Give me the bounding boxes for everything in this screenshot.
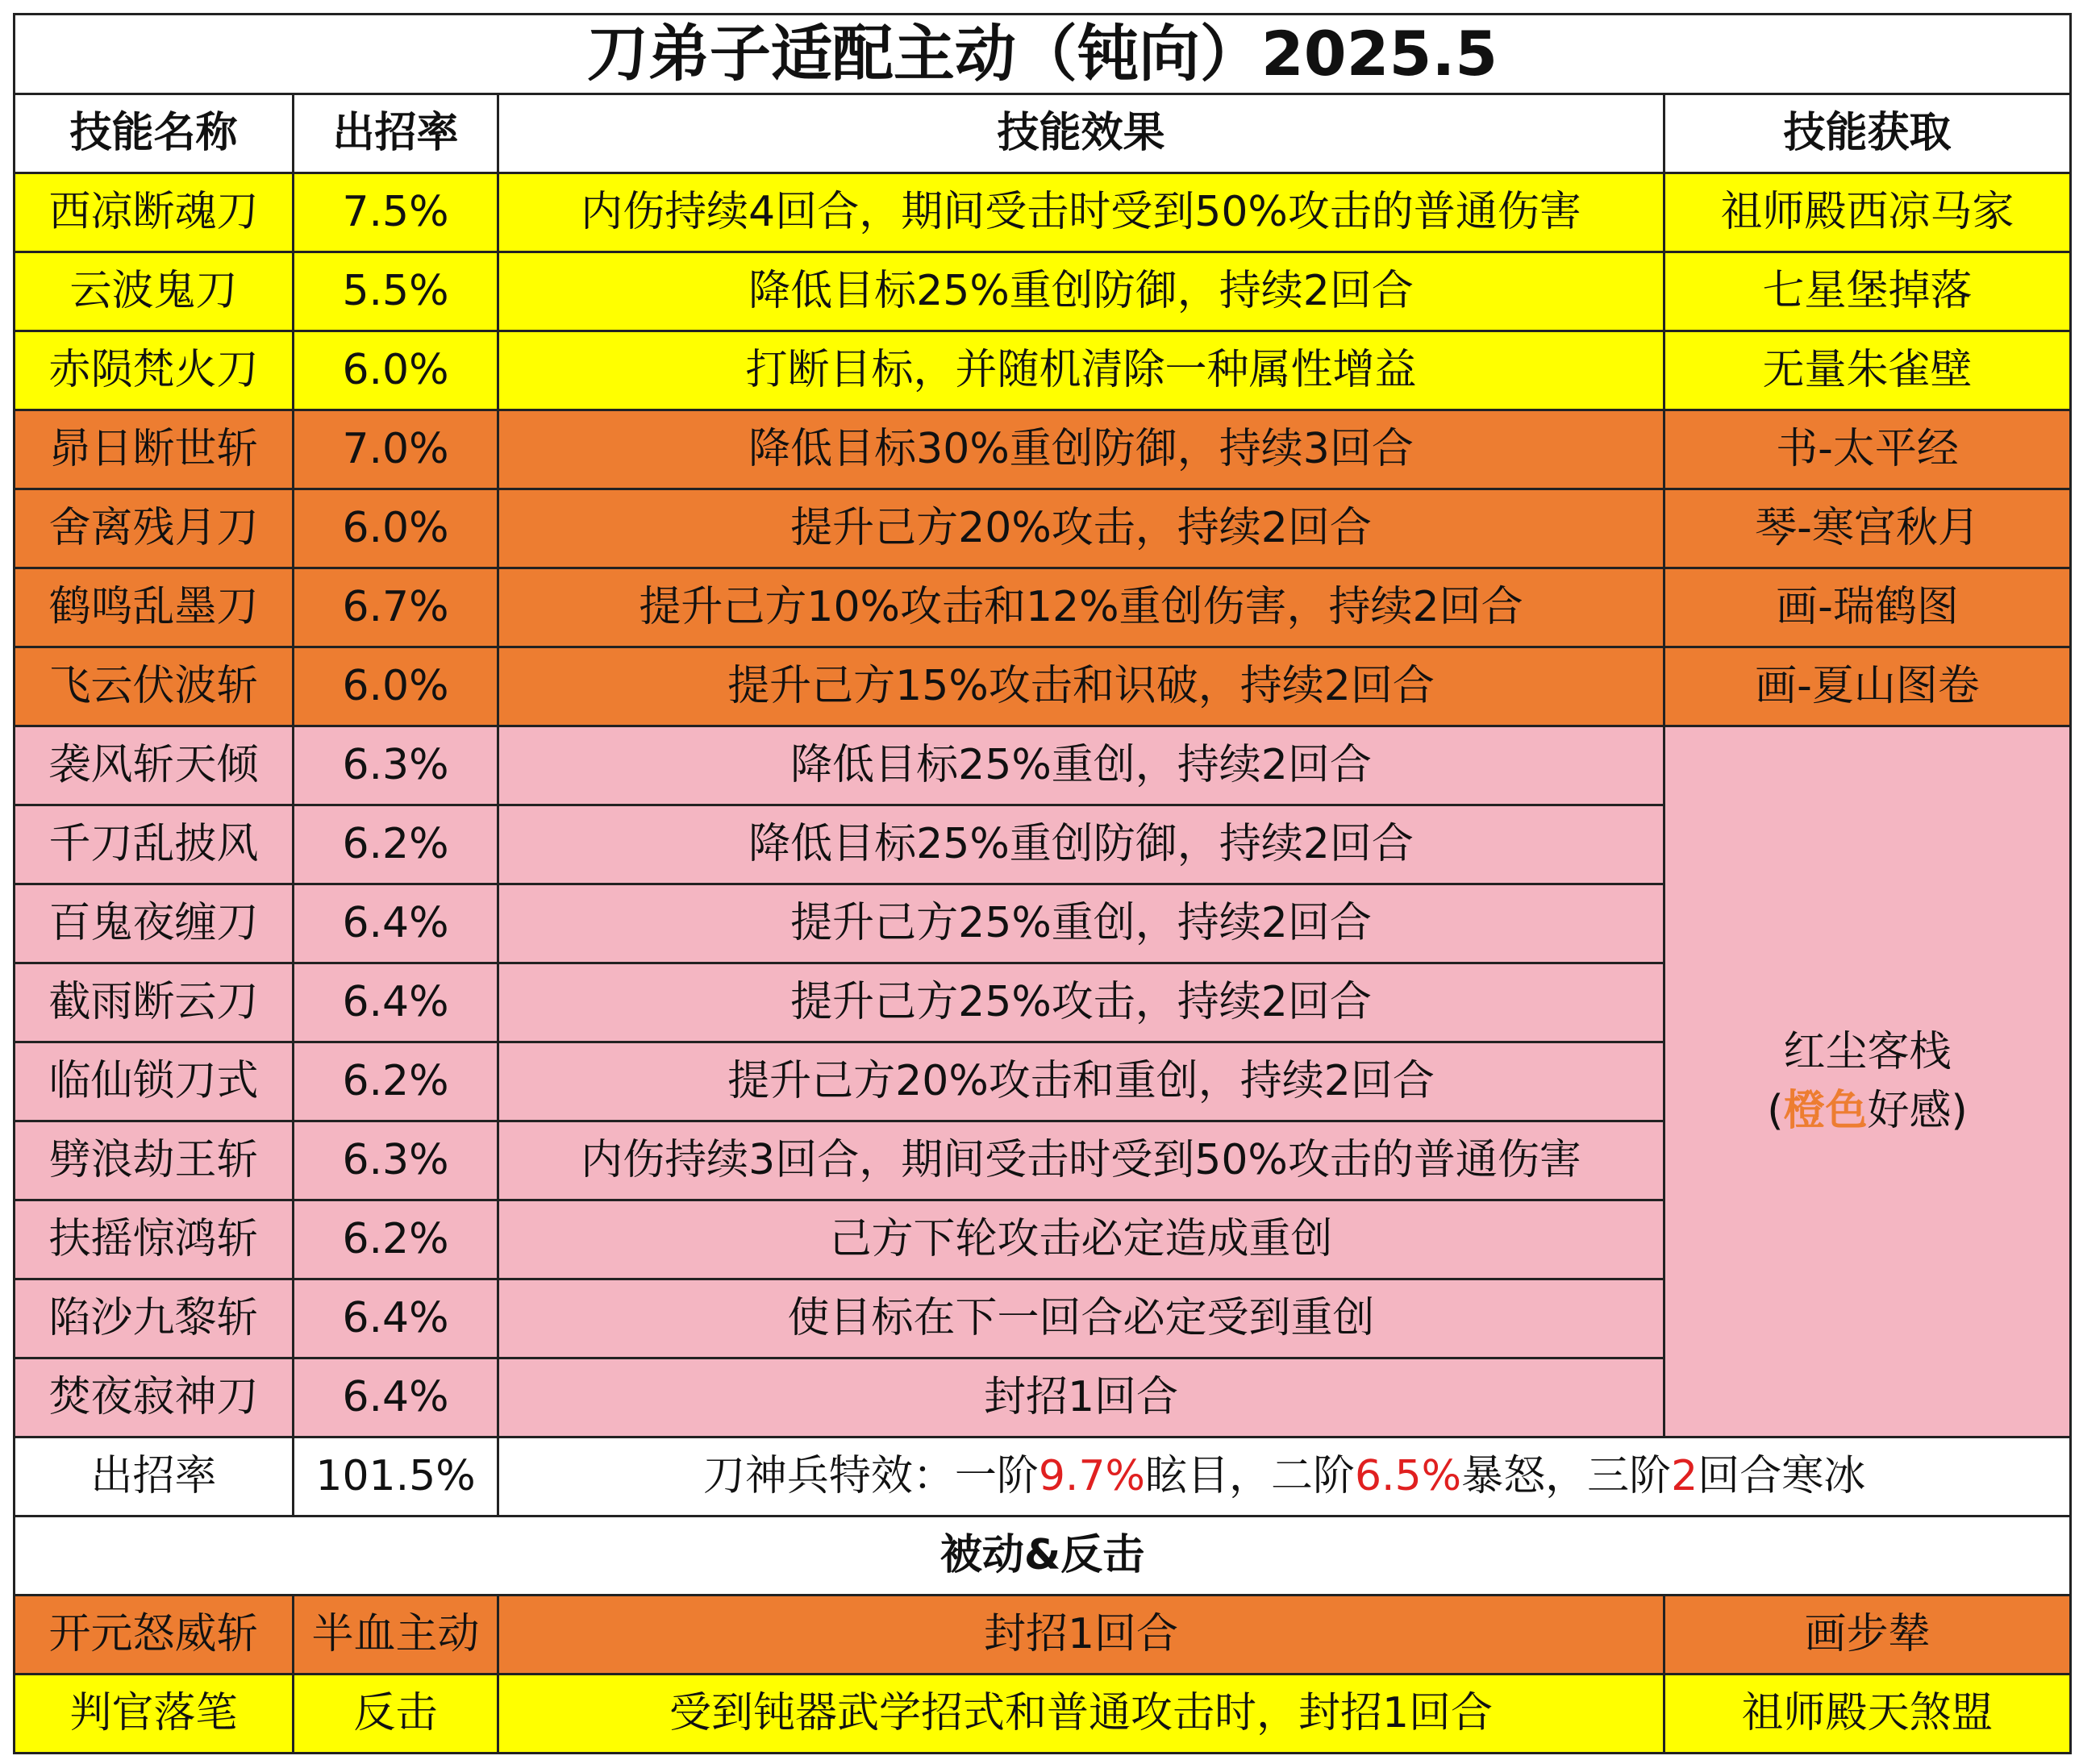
skill-name: 袭风斩天倾 [15, 726, 294, 805]
weapon-effect [498, 1437, 2071, 1516]
total-label: 出招率 [15, 1437, 294, 1516]
skill-source: 书-太平经 [1664, 410, 2071, 489]
skill-effect: 降低目标25%重创防御，持续2回合 [498, 805, 1664, 884]
skill-name: 云波鬼刀 [15, 252, 294, 331]
table-row [15, 647, 2071, 726]
effect-text: 回合寒冰 [1698, 1451, 1866, 1500]
skill-name: 百鬼夜缠刀 [15, 884, 294, 963]
effect-value: 6.5% [1354, 1451, 1462, 1500]
skill-effect: 封招1回合 [498, 1358, 1664, 1437]
skill-source: 画步辇 [1664, 1596, 2071, 1675]
skill-source: 画-瑞鹤图 [1664, 568, 2071, 647]
skill-rate: 7.5% [294, 173, 498, 252]
skill-effect: 提升己方20%攻击，持续2回合 [498, 489, 1664, 568]
effect-text: 暴怒，三阶 [1461, 1451, 1672, 1500]
skill-name: 截雨断云刀 [15, 963, 294, 1042]
skill-source: 七星堡掉落 [1664, 252, 2071, 331]
skill-rate: 6.4% [294, 1279, 498, 1358]
skill-effect: 降低目标30%重创防御，持续3回合 [498, 410, 1664, 489]
skill-rate: 6.0% [294, 331, 498, 410]
skill-name: 西凉断魂刀 [15, 173, 294, 252]
skill-rate: 6.2% [294, 805, 498, 884]
merged-source-line2 [1665, 1082, 2069, 1141]
skill-source: 画-夏山图卷 [1664, 647, 2071, 726]
skill-effect: 降低目标25%重创，持续2回合 [498, 726, 1664, 805]
skill-source: 祖师殿天煞盟 [1664, 1675, 2071, 1754]
skill-effect: 提升己方10%攻击和12%重创伤害，持续2回合 [498, 568, 1664, 647]
skill-rate: 反击 [294, 1675, 498, 1754]
table-row [15, 568, 2071, 647]
table-row [15, 252, 2071, 331]
skill-source: 无量朱雀壁 [1664, 331, 2071, 410]
effect-value: 2 [1671, 1451, 1698, 1500]
skill-name: 焚夜寂神刀 [15, 1358, 294, 1437]
skill-name: 昴日断世斩 [15, 410, 294, 489]
skill-effect: 受到钝器武学招式和普通攻击时，封招1回合 [498, 1675, 1664, 1754]
orange-highlight: 橙色 [1783, 1086, 1868, 1135]
header-skill-name: 技能名称 [15, 94, 294, 173]
table-row [15, 489, 2071, 568]
skill-rate: 6.2% [294, 1200, 498, 1279]
favor-text: 好感) [1867, 1086, 1968, 1135]
skill-rate: 6.4% [294, 963, 498, 1042]
skill-effect: 降低目标25%重创防御，持续2回合 [498, 252, 1664, 331]
table-row [15, 726, 2071, 805]
skill-name: 飞云伏波斩 [15, 647, 294, 726]
skill-rate: 6.0% [294, 489, 498, 568]
skill-rate: 6.0% [294, 647, 498, 726]
skill-name: 临仙锁刀式 [15, 1042, 294, 1121]
skill-rate: 6.3% [294, 726, 498, 805]
skill-effect: 内伤持续3回合，期间受击时受到50%攻击的普通伤害 [498, 1121, 1664, 1200]
skill-rate: 5.5% [294, 252, 498, 331]
skill-effect: 使目标在下一回合必定受到重创 [498, 1279, 1664, 1358]
skill-rate: 6.4% [294, 884, 498, 963]
skill-rate: 6.7% [294, 568, 498, 647]
skill-name: 陷沙九黎斩 [15, 1279, 294, 1358]
passive-section-header [15, 1516, 2071, 1596]
skill-rate: 6.3% [294, 1121, 498, 1200]
paren-open: ( [1767, 1086, 1784, 1135]
skill-effect: 内伤持续4回合，期间受击时受到50%攻击的普通伤害 [498, 173, 1664, 252]
header-source: 技能获取 [1664, 94, 2071, 173]
skill-name: 开元怒威斩 [15, 1596, 294, 1675]
skill-effect: 打断目标，并随机清除一种属性增益 [498, 331, 1664, 410]
skill-name: 鹤鸣乱墨刀 [15, 568, 294, 647]
skill-effect: 提升己方15%攻击和识破，持续2回合 [498, 647, 1664, 726]
header-effect: 技能效果 [498, 94, 1664, 173]
skill-rate: 6.2% [294, 1042, 498, 1121]
table-row [15, 173, 2071, 252]
total-value: 101.5% [294, 1437, 498, 1516]
skill-name: 扶摇惊鸿斩 [15, 1200, 294, 1279]
skill-table [13, 13, 2072, 1754]
skill-name: 舍离残月刀 [15, 489, 294, 568]
skill-name: 赤陨梵火刀 [15, 331, 294, 410]
skill-effect: 己方下轮攻击必定造成重创 [498, 1200, 1664, 1279]
skill-name: 千刀乱披风 [15, 805, 294, 884]
merged-source-line1: 红尘客栈 [1783, 1027, 1952, 1076]
skill-name: 劈浪劫王斩 [15, 1121, 294, 1200]
skill-effect: 提升己方20%攻击和重创，持续2回合 [498, 1042, 1664, 1121]
table-row [15, 410, 2071, 489]
skill-rate: 半血主动 [294, 1596, 498, 1675]
skill-effect: 提升己方25%攻击，持续2回合 [498, 963, 1664, 1042]
passive-title: 被动&反击 [15, 1516, 2071, 1596]
effect-text: 眩目，二阶 [1144, 1451, 1355, 1500]
skill-rate: 6.4% [294, 1358, 498, 1437]
skill-effect: 提升己方25%重创，持续2回合 [498, 884, 1664, 963]
skill-rate: 7.0% [294, 410, 498, 489]
table-row [15, 331, 2071, 410]
effect-value: 9.7% [1038, 1451, 1145, 1500]
skill-source: 祖师殿西凉马家 [1664, 173, 2071, 252]
merged-source-cell [1664, 726, 2071, 1437]
total-row [15, 1437, 2071, 1516]
table-row [15, 1596, 2071, 1675]
effect-text: 刀神兵特效：一阶 [702, 1451, 1039, 1500]
skill-name: 判官落笔 [15, 1675, 294, 1754]
table-title: 刀弟子适配主动（钝向）2025.5 [15, 15, 2071, 94]
header-rate: 出招率 [294, 94, 498, 173]
skill-source: 琴-寒宫秋月 [1664, 489, 2071, 568]
table-row [15, 1675, 2071, 1754]
skill-effect: 封招1回合 [498, 1596, 1664, 1675]
